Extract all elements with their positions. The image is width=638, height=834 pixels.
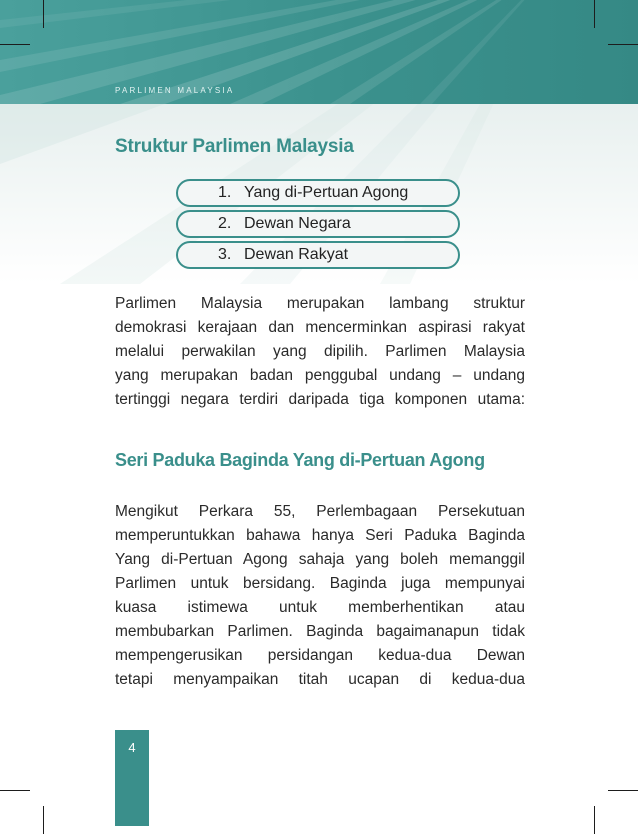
list-item-number: 3. (218, 246, 232, 263)
crop-mark (594, 806, 595, 834)
structure-list-item (176, 179, 460, 207)
running-header: PARLIMEN MALAYSIA (115, 86, 235, 95)
list-item-label: Dewan Negara (244, 215, 351, 232)
crop-mark (608, 44, 638, 45)
list-item-number: 1. (218, 184, 232, 201)
crop-mark (0, 44, 30, 45)
text-line: demokrasi kerajaan dan mencerminkan aspirasi rakyat (115, 319, 525, 336)
section-title: Struktur Parlimen Malaysia (115, 136, 354, 157)
list-item-label: Dewan Rakyat (244, 246, 349, 263)
text-line: Yang di-Pertuan Agong sahaja yang boleh memanggil (115, 551, 525, 568)
subsection-title: Seri Paduka Baginda Yang di-Pertuan Agong (115, 450, 485, 470)
text-line: yang merupakan badan penggubal undang – undang (115, 367, 525, 384)
structure-list-item (176, 241, 460, 269)
crop-mark (594, 0, 595, 28)
text-line: tetapi menyampaikan titah ucapan di kedua-dua (115, 671, 525, 688)
text-line: kuasa istimewa untuk memberhentikan atau (115, 599, 525, 616)
structure-list-item (176, 210, 460, 238)
text-line: Parlimen untuk bersidang. Baginda juga mempunyai (115, 575, 525, 592)
crop-mark (43, 806, 44, 834)
crop-mark (608, 790, 638, 791)
text-line: membubarkan Parlimen. Baginda bagaimanapun tidak (115, 623, 525, 640)
list-item-number: 2. (218, 215, 232, 232)
text-line: Mengikut Perkara 55, Perlembagaan Persekutuan (115, 503, 525, 520)
text-line: mempengerusikan persidangan kedua-dua Dewan (115, 647, 525, 664)
text-line: tertinggi negara terdiri daripada tiga komponen utama: (115, 391, 525, 408)
page-number: 4 (128, 740, 136, 755)
crop-mark (0, 790, 30, 791)
text-line: Parlimen Malaysia merupakan lambang struktur (115, 295, 525, 312)
page-number-tab (115, 730, 149, 826)
crop-mark (43, 0, 44, 28)
list-item-label: Yang di-Pertuan Agong (244, 184, 409, 201)
text-line: melalui perwakilan yang dipilih. Parlimen Malaysia (115, 343, 525, 360)
light-rays-decoration (0, 0, 638, 104)
intro-paragraph (115, 292, 525, 412)
header-band (0, 0, 638, 104)
text-line: memperuntukkan bahawa hanya Seri Paduka Baginda (115, 527, 525, 544)
body-paragraph (115, 500, 525, 692)
